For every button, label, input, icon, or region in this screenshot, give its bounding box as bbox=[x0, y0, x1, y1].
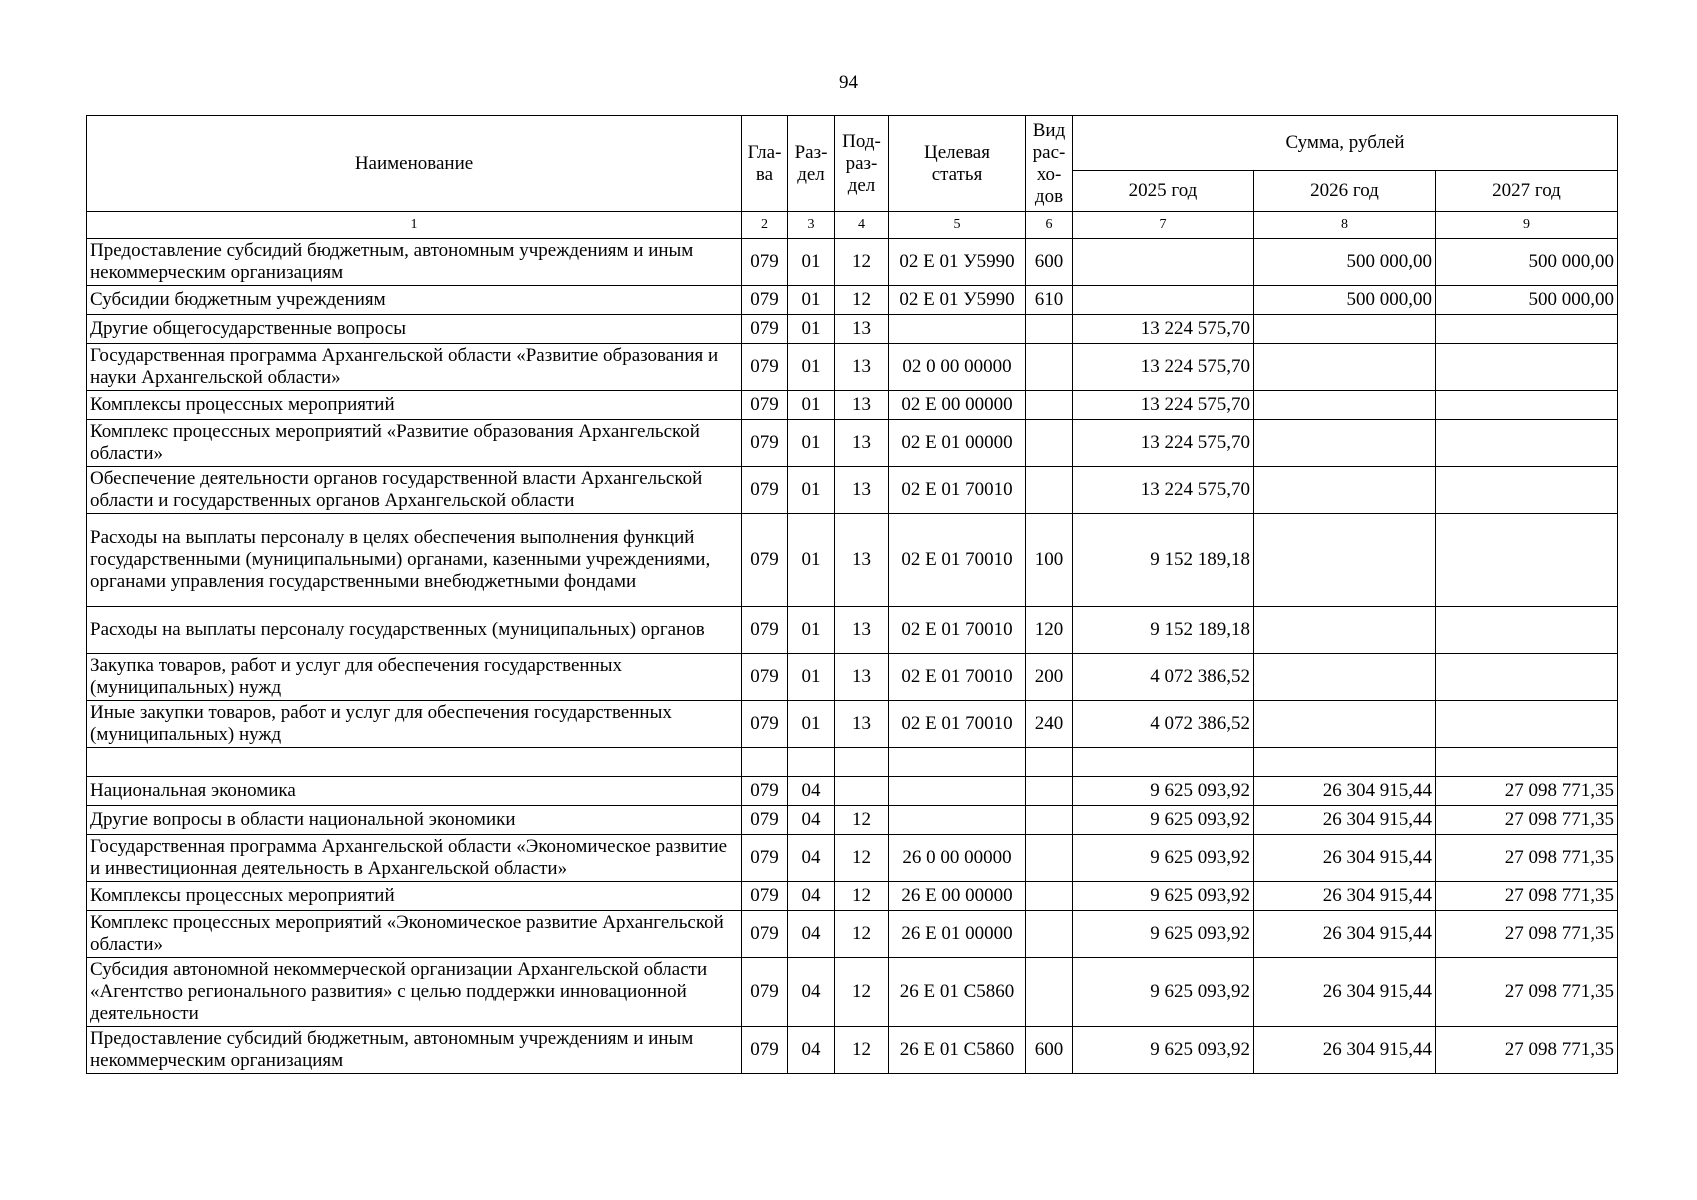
table-row bbox=[87, 391, 1618, 420]
cell-vid-rashodov bbox=[1026, 911, 1073, 958]
cell-podrazdel: 13 bbox=[835, 514, 889, 607]
cell-glava: 079 bbox=[742, 835, 788, 882]
cell-razdel: 04 bbox=[788, 806, 835, 835]
cell-razdel: 01 bbox=[788, 654, 835, 701]
cell-name: Комплекс процессных мероприятий «Развитие образования Архангельской области» bbox=[87, 420, 742, 467]
cell-name: Комплекс процессных мероприятий «Экономическое развитие Архангельской области» bbox=[87, 911, 742, 958]
cell-celevaya-statya bbox=[889, 777, 1026, 806]
cell-glava: 079 bbox=[742, 514, 788, 607]
cell-razdel: 01 bbox=[788, 420, 835, 467]
cell-razdel: 01 bbox=[788, 607, 835, 654]
cell-vid-rashodov: 120 bbox=[1026, 607, 1073, 654]
cell-razdel: 01 bbox=[788, 467, 835, 514]
cell-sum-2026: 26 304 915,44 bbox=[1254, 1027, 1436, 1074]
cell-name: Расходы на выплаты персоналу государственных (муниципальных) органов bbox=[87, 607, 742, 654]
cell-vid-rashodov bbox=[1026, 315, 1073, 344]
table-row bbox=[87, 420, 1618, 467]
cell-podrazdel: 12 bbox=[835, 835, 889, 882]
cell-podrazdel: 13 bbox=[835, 315, 889, 344]
header-vid-rashodov: Вид рас- хо- дов bbox=[1026, 116, 1073, 212]
cell-glava: 079 bbox=[742, 911, 788, 958]
column-number: 2 bbox=[742, 212, 788, 239]
cell-sum-2027: 27 098 771,35 bbox=[1436, 882, 1618, 911]
cell-sum-2027: 500 000,00 bbox=[1436, 286, 1618, 315]
cell-razdel: 04 bbox=[788, 958, 835, 1027]
table-row bbox=[87, 882, 1618, 911]
cell-glava: 079 bbox=[742, 467, 788, 514]
cell-sum-2027: 27 098 771,35 bbox=[1436, 911, 1618, 958]
cell-glava: 079 bbox=[742, 654, 788, 701]
cell-glava bbox=[742, 748, 788, 777]
cell-sum-2026 bbox=[1254, 748, 1436, 777]
cell-vid-rashodov: 240 bbox=[1026, 701, 1073, 748]
cell-name: Государственная программа Архангельской области «Развитие образования и науки Архангельской области» bbox=[87, 344, 742, 391]
cell-podrazdel: 13 bbox=[835, 391, 889, 420]
cell-celevaya-statya: 02 Е 01 70010 bbox=[889, 607, 1026, 654]
table-row bbox=[87, 777, 1618, 806]
cell-glava: 079 bbox=[742, 882, 788, 911]
cell-celevaya-statya: 26 0 00 00000 bbox=[889, 835, 1026, 882]
cell-sum-2027: 500 000,00 bbox=[1436, 239, 1618, 286]
cell-name: Предоставление субсидий бюджетным, автономным учреждениям и иным некоммерческим организациям bbox=[87, 1027, 742, 1074]
header-name: Наименование bbox=[87, 116, 742, 212]
table-row bbox=[87, 1027, 1618, 1074]
cell-razdel: 01 bbox=[788, 701, 835, 748]
cell-sum-2025: 9 625 093,92 bbox=[1073, 911, 1254, 958]
cell-sum-2026: 500 000,00 bbox=[1254, 239, 1436, 286]
cell-podrazdel bbox=[835, 777, 889, 806]
cell-podrazdel: 13 bbox=[835, 467, 889, 514]
cell-sum-2027 bbox=[1436, 420, 1618, 467]
cell-glava: 079 bbox=[742, 391, 788, 420]
cell-name: Национальная экономика bbox=[87, 777, 742, 806]
cell-glava: 079 bbox=[742, 315, 788, 344]
table-row bbox=[87, 748, 1618, 777]
cell-podrazdel: 13 bbox=[835, 654, 889, 701]
cell-celevaya-statya bbox=[889, 748, 1026, 777]
cell-sum-2027 bbox=[1436, 654, 1618, 701]
cell-razdel: 04 bbox=[788, 911, 835, 958]
cell-glava: 079 bbox=[742, 777, 788, 806]
table-row bbox=[87, 607, 1618, 654]
header-glava: Гла- ва bbox=[742, 116, 788, 212]
table-header bbox=[87, 116, 1618, 212]
cell-sum-2025: 9 625 093,92 bbox=[1073, 806, 1254, 835]
column-numbers-row bbox=[87, 212, 1618, 239]
cell-sum-2027 bbox=[1436, 467, 1618, 514]
cell-sum-2026 bbox=[1254, 607, 1436, 654]
cell-vid-rashodov bbox=[1026, 958, 1073, 1027]
cell-sum-2027 bbox=[1436, 748, 1618, 777]
cell-sum-2027: 27 098 771,35 bbox=[1436, 1027, 1618, 1074]
cell-sum-2027 bbox=[1436, 391, 1618, 420]
cell-glava: 079 bbox=[742, 420, 788, 467]
cell-sum-2025: 13 224 575,70 bbox=[1073, 467, 1254, 514]
cell-vid-rashodov: 100 bbox=[1026, 514, 1073, 607]
cell-podrazdel: 12 bbox=[835, 911, 889, 958]
cell-sum-2025: 9 625 093,92 bbox=[1073, 835, 1254, 882]
table-row bbox=[87, 239, 1618, 286]
column-number: 8 bbox=[1254, 212, 1436, 239]
header-celevaya-statya: Целевая статья bbox=[889, 116, 1026, 212]
table-row bbox=[87, 958, 1618, 1027]
cell-podrazdel: 12 bbox=[835, 239, 889, 286]
cell-celevaya-statya: 02 Е 01 00000 bbox=[889, 420, 1026, 467]
cell-sum-2026: 26 304 915,44 bbox=[1254, 777, 1436, 806]
cell-sum-2025: 13 224 575,70 bbox=[1073, 391, 1254, 420]
cell-podrazdel: 12 bbox=[835, 806, 889, 835]
cell-name: Субсидия автономной некоммерческой организации Архангельской области «Агентство регионального развития» с целью поддержки инновационной деятельности bbox=[87, 958, 742, 1027]
cell-razdel: 01 bbox=[788, 344, 835, 391]
header-year-2025: 2025 год bbox=[1073, 171, 1254, 212]
cell-celevaya-statya: 02 Е 01 70010 bbox=[889, 467, 1026, 514]
cell-celevaya-statya: 02 Е 01 70010 bbox=[889, 654, 1026, 701]
cell-sum-2026: 500 000,00 bbox=[1254, 286, 1436, 315]
cell-name: Комплексы процессных мероприятий bbox=[87, 882, 742, 911]
cell-sum-2025: 9 152 189,18 bbox=[1073, 514, 1254, 607]
cell-name: Закупка товаров, работ и услуг для обеспечения государственных (муниципальных) нужд bbox=[87, 654, 742, 701]
cell-vid-rashodov bbox=[1026, 748, 1073, 777]
cell-vid-rashodov bbox=[1026, 835, 1073, 882]
cell-sum-2026 bbox=[1254, 391, 1436, 420]
cell-celevaya-statya: 02 Е 01 У5990 bbox=[889, 239, 1026, 286]
cell-sum-2027 bbox=[1436, 701, 1618, 748]
cell-vid-rashodov: 200 bbox=[1026, 654, 1073, 701]
cell-sum-2027: 27 098 771,35 bbox=[1436, 806, 1618, 835]
cell-celevaya-statya bbox=[889, 806, 1026, 835]
cell-glava: 079 bbox=[742, 958, 788, 1027]
cell-glava: 079 bbox=[742, 701, 788, 748]
cell-podrazdel: 13 bbox=[835, 344, 889, 391]
cell-podrazdel: 13 bbox=[835, 607, 889, 654]
cell-sum-2026: 26 304 915,44 bbox=[1254, 882, 1436, 911]
cell-vid-rashodov: 600 bbox=[1026, 239, 1073, 286]
table-row bbox=[87, 911, 1618, 958]
cell-vid-rashodov bbox=[1026, 806, 1073, 835]
cell-sum-2026 bbox=[1254, 344, 1436, 391]
cell-sum-2026 bbox=[1254, 514, 1436, 607]
cell-sum-2027 bbox=[1436, 607, 1618, 654]
column-number: 5 bbox=[889, 212, 1026, 239]
cell-name: Иные закупки товаров, работ и услуг для обеспечения государственных (муниципальных) нужд bbox=[87, 701, 742, 748]
cell-sum-2025: 9 152 189,18 bbox=[1073, 607, 1254, 654]
cell-razdel: 01 bbox=[788, 239, 835, 286]
cell-sum-2025: 4 072 386,52 bbox=[1073, 701, 1254, 748]
cell-sum-2025: 4 072 386,52 bbox=[1073, 654, 1254, 701]
cell-sum-2027 bbox=[1436, 514, 1618, 607]
cell-vid-rashodov bbox=[1026, 420, 1073, 467]
cell-name: Расходы на выплаты персоналу в целях обеспечения выполнения функций государственными (муниципальными) органами, казенными учреждениями, органами управления государственными внебюджетными фондами bbox=[87, 514, 742, 607]
cell-name: Другие общегосударственные вопросы bbox=[87, 315, 742, 344]
table-row bbox=[87, 701, 1618, 748]
cell-sum-2026 bbox=[1254, 701, 1436, 748]
cell-podrazdel: 12 bbox=[835, 286, 889, 315]
cell-sum-2027: 27 098 771,35 bbox=[1436, 835, 1618, 882]
cell-razdel: 01 bbox=[788, 315, 835, 344]
cell-celevaya-statya: 02 0 00 00000 bbox=[889, 344, 1026, 391]
table-row bbox=[87, 835, 1618, 882]
cell-razdel bbox=[788, 748, 835, 777]
header-razdel: Раз- дел bbox=[788, 116, 835, 212]
table-row bbox=[87, 514, 1618, 607]
cell-sum-2025: 9 625 093,92 bbox=[1073, 882, 1254, 911]
table-row bbox=[87, 467, 1618, 514]
cell-sum-2025 bbox=[1073, 748, 1254, 777]
cell-vid-rashodov: 610 bbox=[1026, 286, 1073, 315]
cell-celevaya-statya bbox=[889, 315, 1026, 344]
cell-glava: 079 bbox=[742, 806, 788, 835]
table-row bbox=[87, 344, 1618, 391]
cell-sum-2026 bbox=[1254, 315, 1436, 344]
cell-sum-2025: 13 224 575,70 bbox=[1073, 420, 1254, 467]
header-summa: Сумма, рублей bbox=[1073, 116, 1618, 171]
cell-vid-rashodov bbox=[1026, 777, 1073, 806]
cell-sum-2027: 27 098 771,35 bbox=[1436, 777, 1618, 806]
column-number: 6 bbox=[1026, 212, 1073, 239]
cell-glava: 079 bbox=[742, 1027, 788, 1074]
cell-podrazdel: 12 bbox=[835, 958, 889, 1027]
cell-sum-2026 bbox=[1254, 654, 1436, 701]
cell-sum-2025: 13 224 575,70 bbox=[1073, 344, 1254, 391]
cell-vid-rashodov bbox=[1026, 467, 1073, 514]
cell-glava: 079 bbox=[742, 607, 788, 654]
cell-name: Комплексы процессных мероприятий bbox=[87, 391, 742, 420]
cell-name: Государственная программа Архангельской области «Экономическое развитие и инвестиционная деятельность в Архангельской области» bbox=[87, 835, 742, 882]
header-year-2026: 2026 год bbox=[1254, 171, 1436, 212]
cell-sum-2027 bbox=[1436, 315, 1618, 344]
table-row bbox=[87, 806, 1618, 835]
budget-table bbox=[86, 115, 1618, 1074]
cell-name bbox=[87, 748, 742, 777]
cell-razdel: 04 bbox=[788, 882, 835, 911]
cell-celevaya-statya: 26 Е 01 00000 bbox=[889, 911, 1026, 958]
cell-sum-2027: 27 098 771,35 bbox=[1436, 958, 1618, 1027]
cell-celevaya-statya: 02 Е 01 70010 bbox=[889, 701, 1026, 748]
cell-sum-2025 bbox=[1073, 239, 1254, 286]
cell-celevaya-statya: 26 Е 01 С5860 bbox=[889, 958, 1026, 1027]
cell-sum-2025: 9 625 093,92 bbox=[1073, 777, 1254, 806]
cell-name: Обеспечение деятельности органов государственной власти Архангельской области и государственных органов Архангельской области bbox=[87, 467, 742, 514]
cell-razdel: 01 bbox=[788, 286, 835, 315]
cell-razdel: 01 bbox=[788, 391, 835, 420]
header-year-2027: 2027 год bbox=[1436, 171, 1618, 212]
cell-sum-2026 bbox=[1254, 420, 1436, 467]
cell-podrazdel: 13 bbox=[835, 701, 889, 748]
cell-sum-2025: 9 625 093,92 bbox=[1073, 958, 1254, 1027]
cell-glava: 079 bbox=[742, 286, 788, 315]
cell-sum-2026 bbox=[1254, 467, 1436, 514]
column-number: 3 bbox=[788, 212, 835, 239]
cell-celevaya-statya: 02 Е 01 70010 bbox=[889, 514, 1026, 607]
cell-glava: 079 bbox=[742, 344, 788, 391]
cell-sum-2025 bbox=[1073, 286, 1254, 315]
cell-razdel: 04 bbox=[788, 835, 835, 882]
cell-celevaya-statya: 02 Е 01 У5990 bbox=[889, 286, 1026, 315]
page-number: 94 bbox=[839, 72, 858, 93]
header-podrazdel: Под- раз- дел bbox=[835, 116, 889, 212]
cell-podrazdel: 12 bbox=[835, 1027, 889, 1074]
cell-vid-rashodov bbox=[1026, 391, 1073, 420]
cell-sum-2026: 26 304 915,44 bbox=[1254, 835, 1436, 882]
column-number: 1 bbox=[87, 212, 742, 239]
table-row bbox=[87, 286, 1618, 315]
cell-vid-rashodov bbox=[1026, 882, 1073, 911]
cell-vid-rashodov: 600 bbox=[1026, 1027, 1073, 1074]
cell-name: Предоставление субсидий бюджетным, автономным учреждениям и иным некоммерческим организациям bbox=[87, 239, 742, 286]
cell-podrazdel: 12 bbox=[835, 882, 889, 911]
table-row bbox=[87, 315, 1618, 344]
cell-sum-2026: 26 304 915,44 bbox=[1254, 911, 1436, 958]
cell-razdel: 04 bbox=[788, 1027, 835, 1074]
cell-celevaya-statya: 02 Е 00 00000 bbox=[889, 391, 1026, 420]
column-number: 7 bbox=[1073, 212, 1254, 239]
cell-razdel: 04 bbox=[788, 777, 835, 806]
cell-sum-2026: 26 304 915,44 bbox=[1254, 958, 1436, 1027]
cell-name: Субсидии бюджетным учреждениям bbox=[87, 286, 742, 315]
table-body bbox=[87, 212, 1618, 1074]
column-number: 4 bbox=[835, 212, 889, 239]
cell-sum-2026: 26 304 915,44 bbox=[1254, 806, 1436, 835]
column-number: 9 bbox=[1436, 212, 1618, 239]
cell-podrazdel: 13 bbox=[835, 420, 889, 467]
cell-sum-2025: 9 625 093,92 bbox=[1073, 1027, 1254, 1074]
cell-glava: 079 bbox=[742, 239, 788, 286]
cell-sum-2027 bbox=[1436, 344, 1618, 391]
table-row bbox=[87, 654, 1618, 701]
cell-name: Другие вопросы в области национальной экономики bbox=[87, 806, 742, 835]
cell-celevaya-statya: 26 Е 01 С5860 bbox=[889, 1027, 1026, 1074]
cell-celevaya-statya: 26 Е 00 00000 bbox=[889, 882, 1026, 911]
cell-sum-2025: 13 224 575,70 bbox=[1073, 315, 1254, 344]
cell-razdel: 01 bbox=[788, 514, 835, 607]
cell-podrazdel bbox=[835, 748, 889, 777]
cell-vid-rashodov bbox=[1026, 344, 1073, 391]
